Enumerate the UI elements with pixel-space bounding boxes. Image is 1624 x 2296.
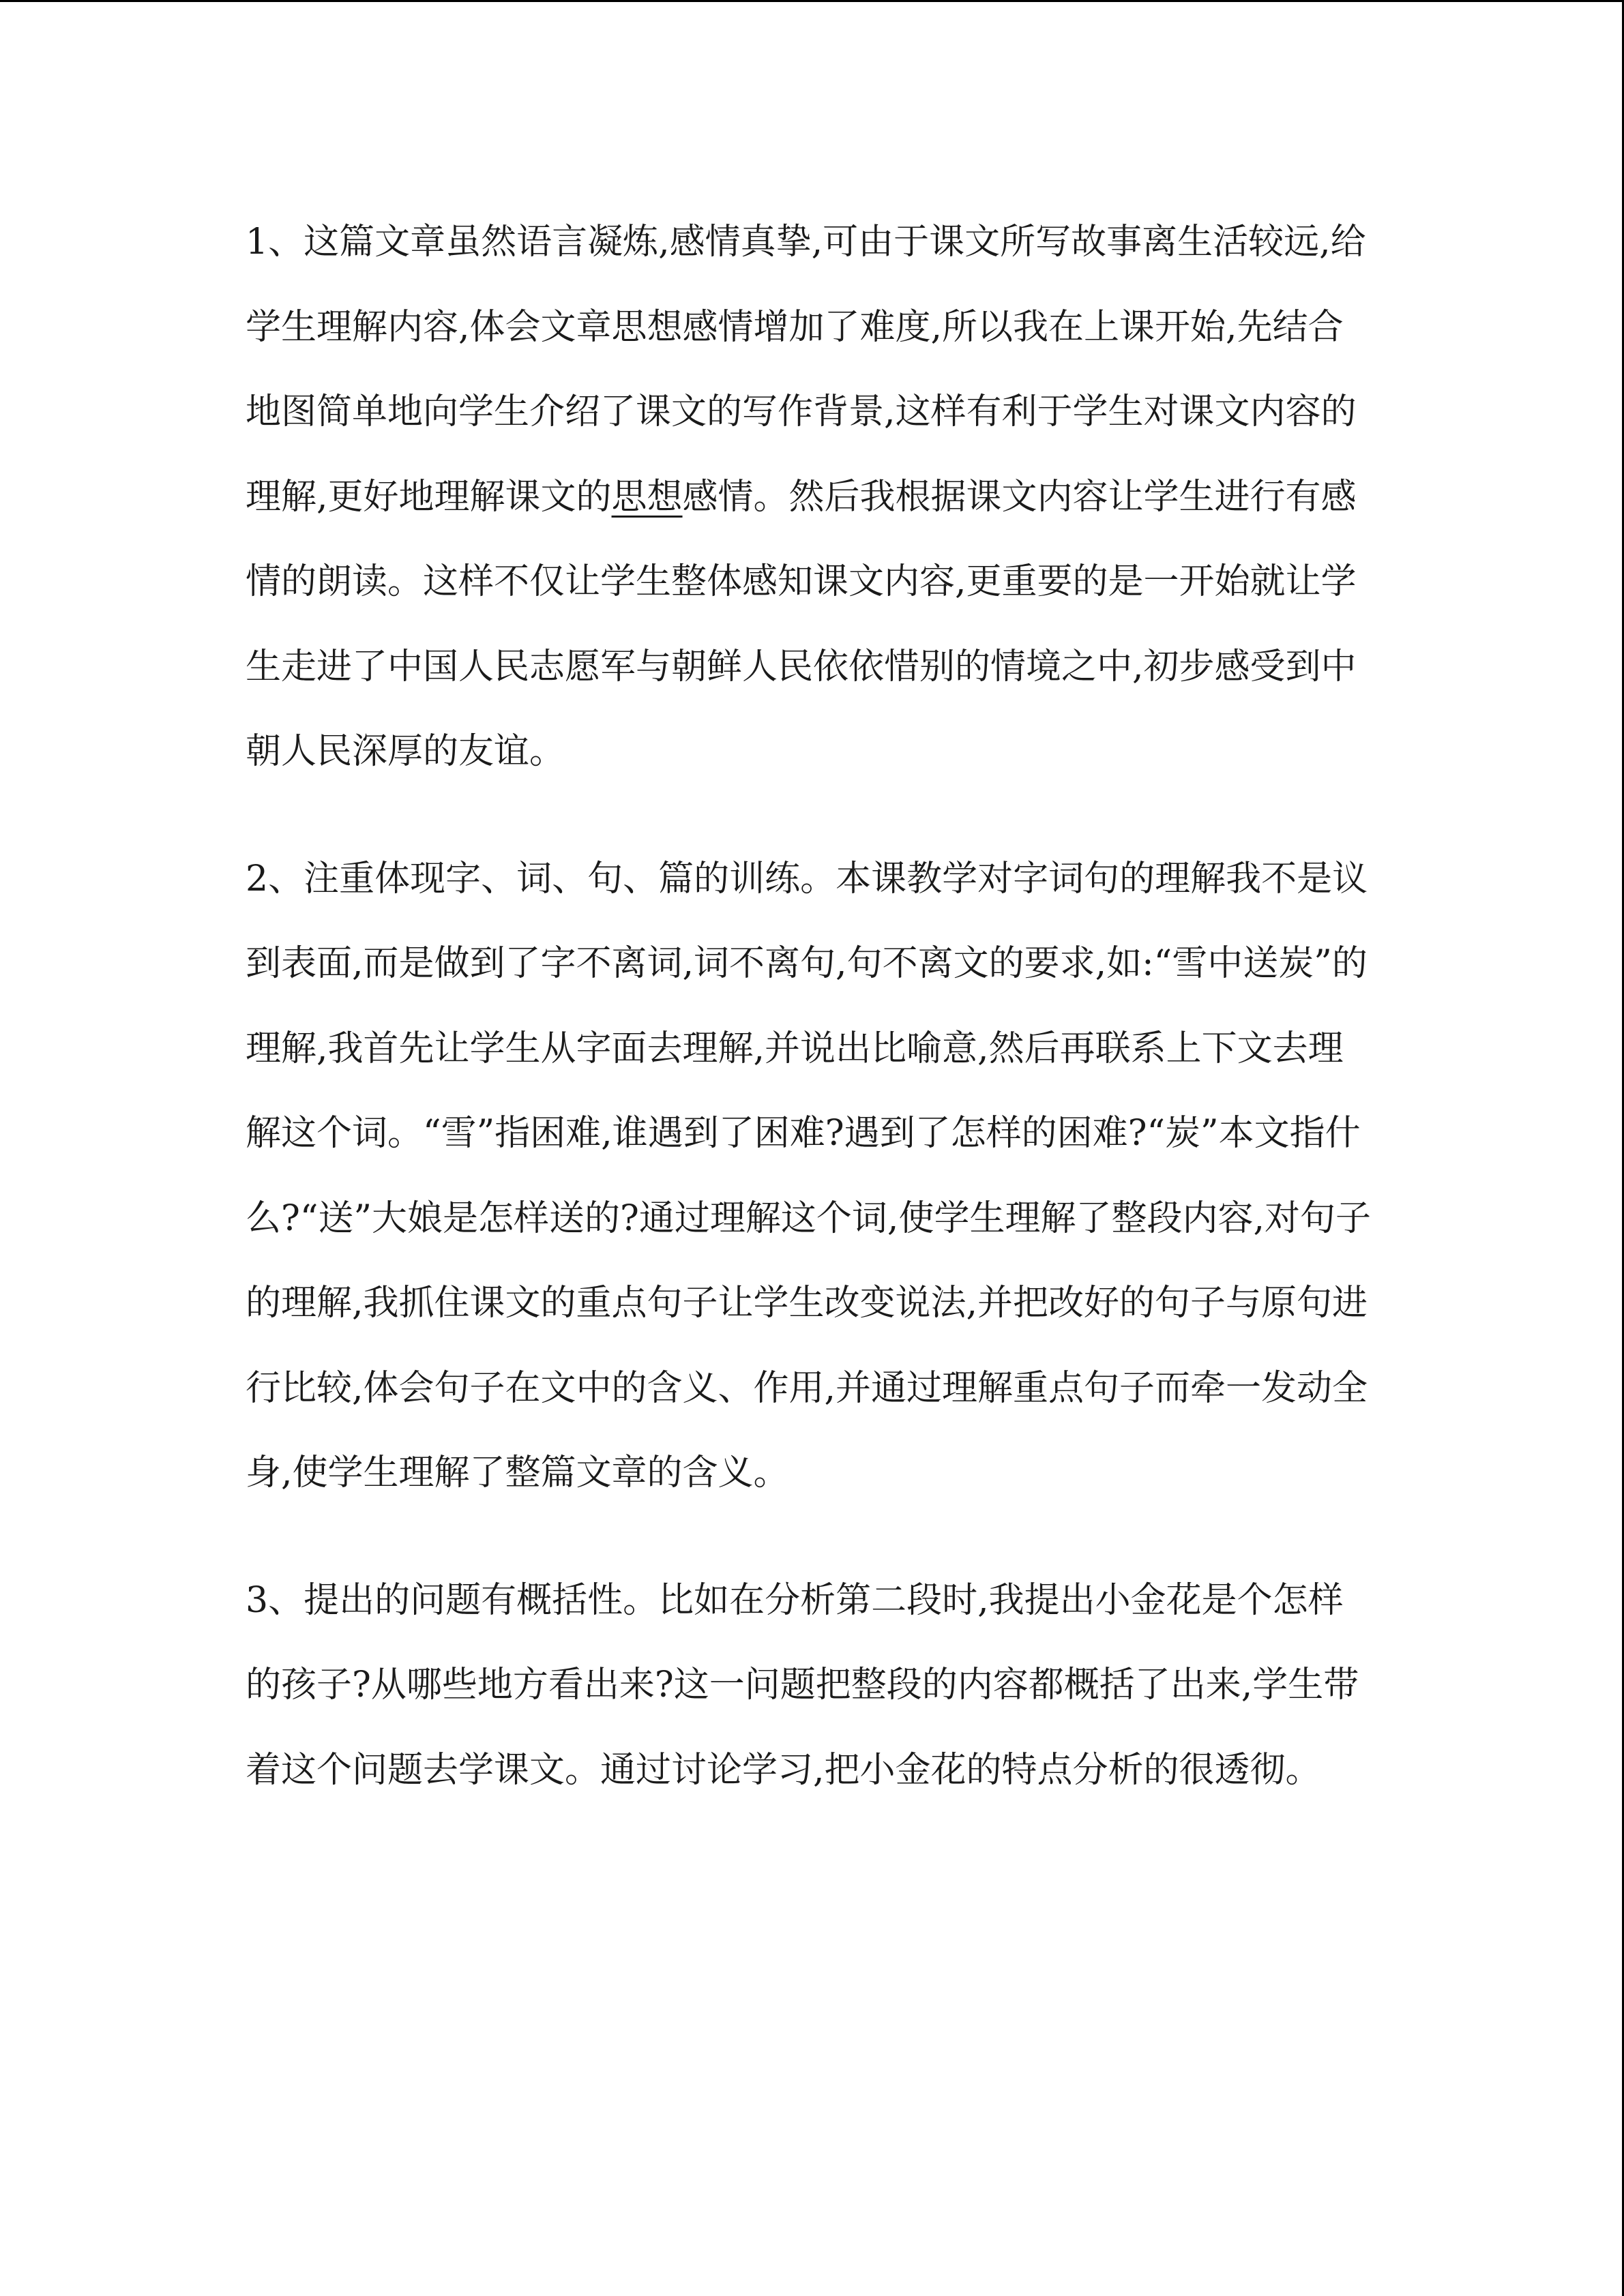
paragraph-2 [246,837,1378,1516]
paragraph-1-text-b: 感情。然后我根据课文内容让学生进行有感情的朗读。这样不仅让学生整体感知课文内容,更重要的是一开始就让学生走进了中国人民志愿军与朝鲜人民依依惜别的情境之中,初步感受到中朝人民深厚的友谊。 [246,476,1357,772]
underlined-phrase: 思想 [611,476,683,518]
paragraph-1 [246,200,1378,794]
paragraph-1-text-a: 1、这篇文章虽然语言凝炼,感情真挚,可由于课文所写故事离生活较远,给学生理解内容,体会文章思想感情增加了难度,所以我在上课开始,先结合地图简单地向学生介绍了课文的写作背景,这样有利于学生对课文内容的理解,更好地理解课文的 [246,222,1366,518]
document-body [246,200,1378,1813]
paragraph-2-text: 2、注重体现字、词、句、篇的训练。本课教学对字词句的理解我不是议到表面,而是做到了字不离词,词不离句,句不离文的要求,如:“雪中送炭”的理解,我首先让学生从字面去理解,并说出比喻意,然后再联系上下文去理解这个词。“雪”指困难,谁遇到了困难?遇到了怎样的困难?“炭”本文指什么?“送”大娘是怎样送的?通过理解这个词,使学生理解了整段内容,对句子的理解,我抓住课文的重点句子让学生改变说法,并把改好的句子与原句进行比较,体会句子在文中的含义、作用,并通过理解重点句子而牵一发动全身,使学生理解了整篇文章的含义。 [246,858,1371,1493]
paragraph-3 [246,1558,1378,1813]
paragraph-3-text: 3、提出的问题有概括性。比如在分析第二段时,我提出小金花是个怎样的孩子?从哪些地方看出来?这一问题把整段的内容都概括了出来,学生带着这个问题去学课文。通过讨论学习,把小金花的特点分析的很透彻。 [246,1579,1359,1791]
